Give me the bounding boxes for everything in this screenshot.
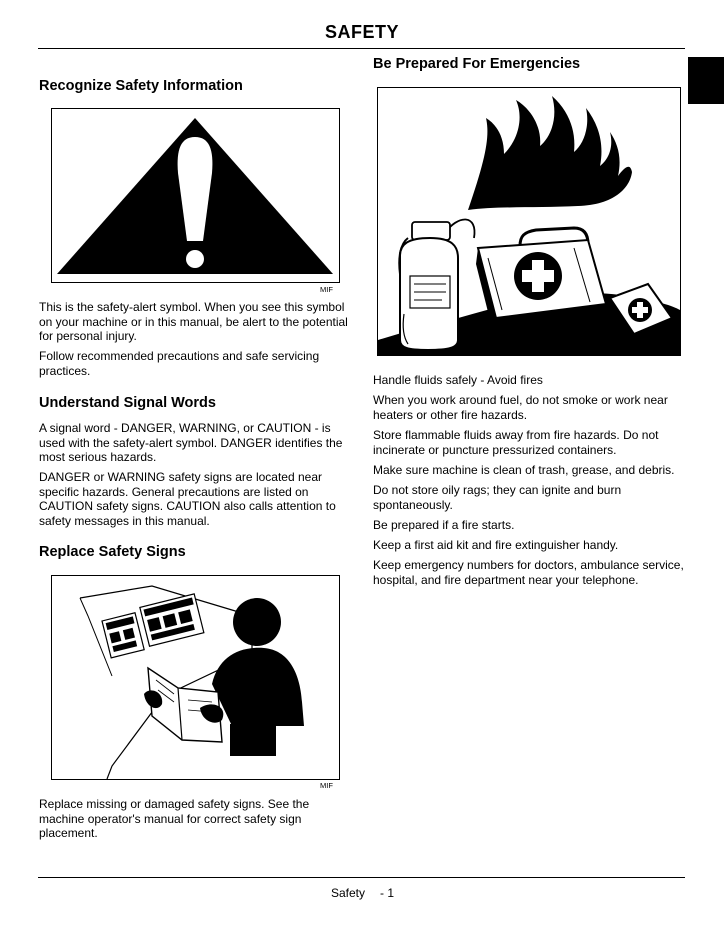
emergency-item-7: Keep a first aid kit and fire extinguisher handy. xyxy=(373,538,619,552)
figure-emergencies xyxy=(377,87,681,356)
heading-emergencies: Be Prepared For Emergencies xyxy=(373,56,581,72)
replace-signs-paragraph-1: Replace missing or damaged safety signs. See the machine operator's manual for correct safety sign placement. xyxy=(39,797,310,840)
figure-replace-signs xyxy=(51,575,340,780)
first-aid-kit-icon xyxy=(476,228,606,336)
emergency-item-3: Store flammable fluids away from fire hazards. Do not incinerate or puncture pressurized containers. xyxy=(373,428,659,457)
emergency-item-1: Handle fluids safely - Avoid fires xyxy=(373,373,543,387)
footer-rule xyxy=(38,877,685,878)
signal-words-paragraph-2: DANGER or WARNING safety signs are located near specific hazards. General precautions are listed on CAUTION safety signs. CAUTION also calls attention to safety messages in this manual. xyxy=(39,470,336,528)
footer-section-title: Safety xyxy=(331,886,366,900)
emergency-item-8: Keep emergency numbers for doctors, ambulance service, hospital, and fire department near your telephone. xyxy=(373,558,684,587)
figure-code-2: MIF xyxy=(320,781,333,790)
person-reading-manual-icon xyxy=(52,576,339,779)
section-tab-marker xyxy=(688,57,724,104)
header-rule xyxy=(38,48,685,49)
warning-triangle-icon xyxy=(52,109,339,282)
emergency-item-5: Do not store oily rags; they can ignite and burn spontaneously. xyxy=(373,483,622,512)
heading-recognize-safety: Recognize Safety Information xyxy=(39,78,243,94)
emergency-item-4: Make sure machine is clean of trash, grease, and debris. xyxy=(373,463,675,477)
emergency-item-6: Be prepared if a fire starts. xyxy=(373,518,515,532)
page-title: SAFETY xyxy=(324,22,399,42)
heading-replace-signs: Replace Safety Signs xyxy=(39,544,186,560)
emergency-item-2: When you work around fuel, do not smoke or work near heaters or other fire hazards. xyxy=(373,393,668,422)
footer-page-number: - 1 xyxy=(380,886,395,900)
figure-safety-alert xyxy=(51,108,340,283)
figure-code-1: MIF xyxy=(320,285,333,294)
recognize-paragraph-2: Follow recommended precautions and safe servicing practices. xyxy=(39,349,320,378)
recognize-paragraph-1: This is the safety-alert symbol. When you see this symbol on your machine or in this manual, be alert to the potential for personal injury. xyxy=(39,300,348,343)
fire-icon xyxy=(468,96,632,210)
heading-signal-words: Understand Signal Words xyxy=(39,395,216,411)
signal-words-paragraph-1: A signal word - DANGER, WARNING, or CAUTION - is used with the safety-alert symbol. DANGER identifies the most serious hazards. xyxy=(39,421,343,464)
